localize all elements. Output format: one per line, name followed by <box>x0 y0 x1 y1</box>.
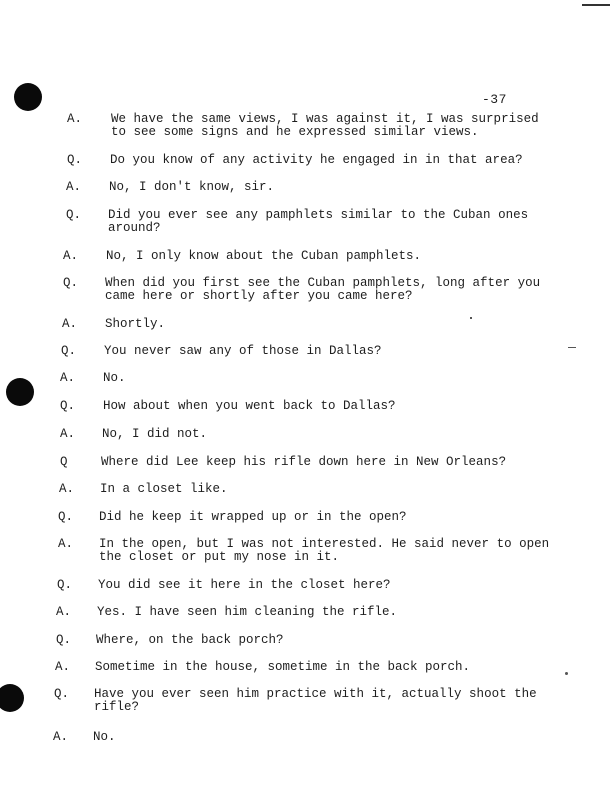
speaker-label: A. <box>58 537 74 551</box>
qa-text: Where did Lee keep his rifle down here in New Orleans? <box>101 455 507 469</box>
qa-text: Where, on the back porch? <box>96 633 284 647</box>
qa-text: No, I did not. <box>102 427 208 441</box>
speaker-label: A. <box>59 482 75 496</box>
speaker-label: Q. <box>60 399 76 413</box>
qa-text: No, I only know about the Cuban pamphlets. <box>106 249 422 263</box>
speaker-label: Q. <box>58 510 74 524</box>
speaker-label: A. <box>62 317 78 331</box>
speaker-label: A. <box>67 112 83 126</box>
qa-text: When did you first see the Cuban pamphlets, long after you came here or shortly after you came here? <box>105 276 541 303</box>
qa-text: In the open, but I was not interested. He said never to open the closet or put my nose in it. <box>99 537 550 564</box>
speaker-label: Q. <box>57 578 73 592</box>
qa-text: No. <box>103 371 126 385</box>
qa-text: You did see it here in the closet here? <box>98 578 391 592</box>
speaker-label: A. <box>63 249 79 263</box>
speaker-label: A. <box>66 180 82 194</box>
qa-text: In a closet like. <box>100 482 228 496</box>
qa-text: Do you know of any activity he engaged in in that area? <box>110 153 523 167</box>
qa-text: You never saw any of those in Dallas? <box>104 344 382 358</box>
page-number: -37 <box>482 92 507 107</box>
punch-hole-top <box>14 83 42 111</box>
qa-text: We have the same views, I was against it, I was surprised to see some signs and he expressed similar views. <box>111 112 539 139</box>
speaker-label: Q <box>60 455 68 469</box>
edge-mark <box>582 4 610 6</box>
speaker-label: Q. <box>63 276 79 290</box>
punch-hole-bottom <box>0 684 24 712</box>
speaker-label: Q. <box>61 344 77 358</box>
speaker-label: A. <box>55 660 71 674</box>
qa-text: Have you ever seen him practice with it, actually shoot the rifle? <box>94 687 537 714</box>
qa-text: Shortly. <box>105 317 166 331</box>
speaker-label: Q. <box>54 687 70 701</box>
speaker-label: Q. <box>66 208 82 222</box>
qa-text: Did he keep it wrapped up or in the open? <box>99 510 407 524</box>
speaker-label: A. <box>60 371 76 385</box>
qa-text: Yes. I have seen him cleaning the rifle. <box>97 605 398 619</box>
speaker-label: Q. <box>67 153 83 167</box>
qa-text: How about when you went back to Dallas? <box>103 399 396 413</box>
qa-text: No. <box>93 730 116 744</box>
qa-text: Sometime in the house, sometime in the back porch. <box>95 660 471 674</box>
punch-hole-middle <box>6 378 34 406</box>
speaker-label: A. <box>53 730 69 744</box>
speaker-label: A. <box>56 605 72 619</box>
qa-text: Did you ever see any pamphlets similar to the Cuban ones around? <box>108 208 529 235</box>
speaker-label: A. <box>60 427 76 441</box>
qa-text: No, I don't know, sir. <box>109 180 275 194</box>
speaker-label: Q. <box>56 633 72 647</box>
